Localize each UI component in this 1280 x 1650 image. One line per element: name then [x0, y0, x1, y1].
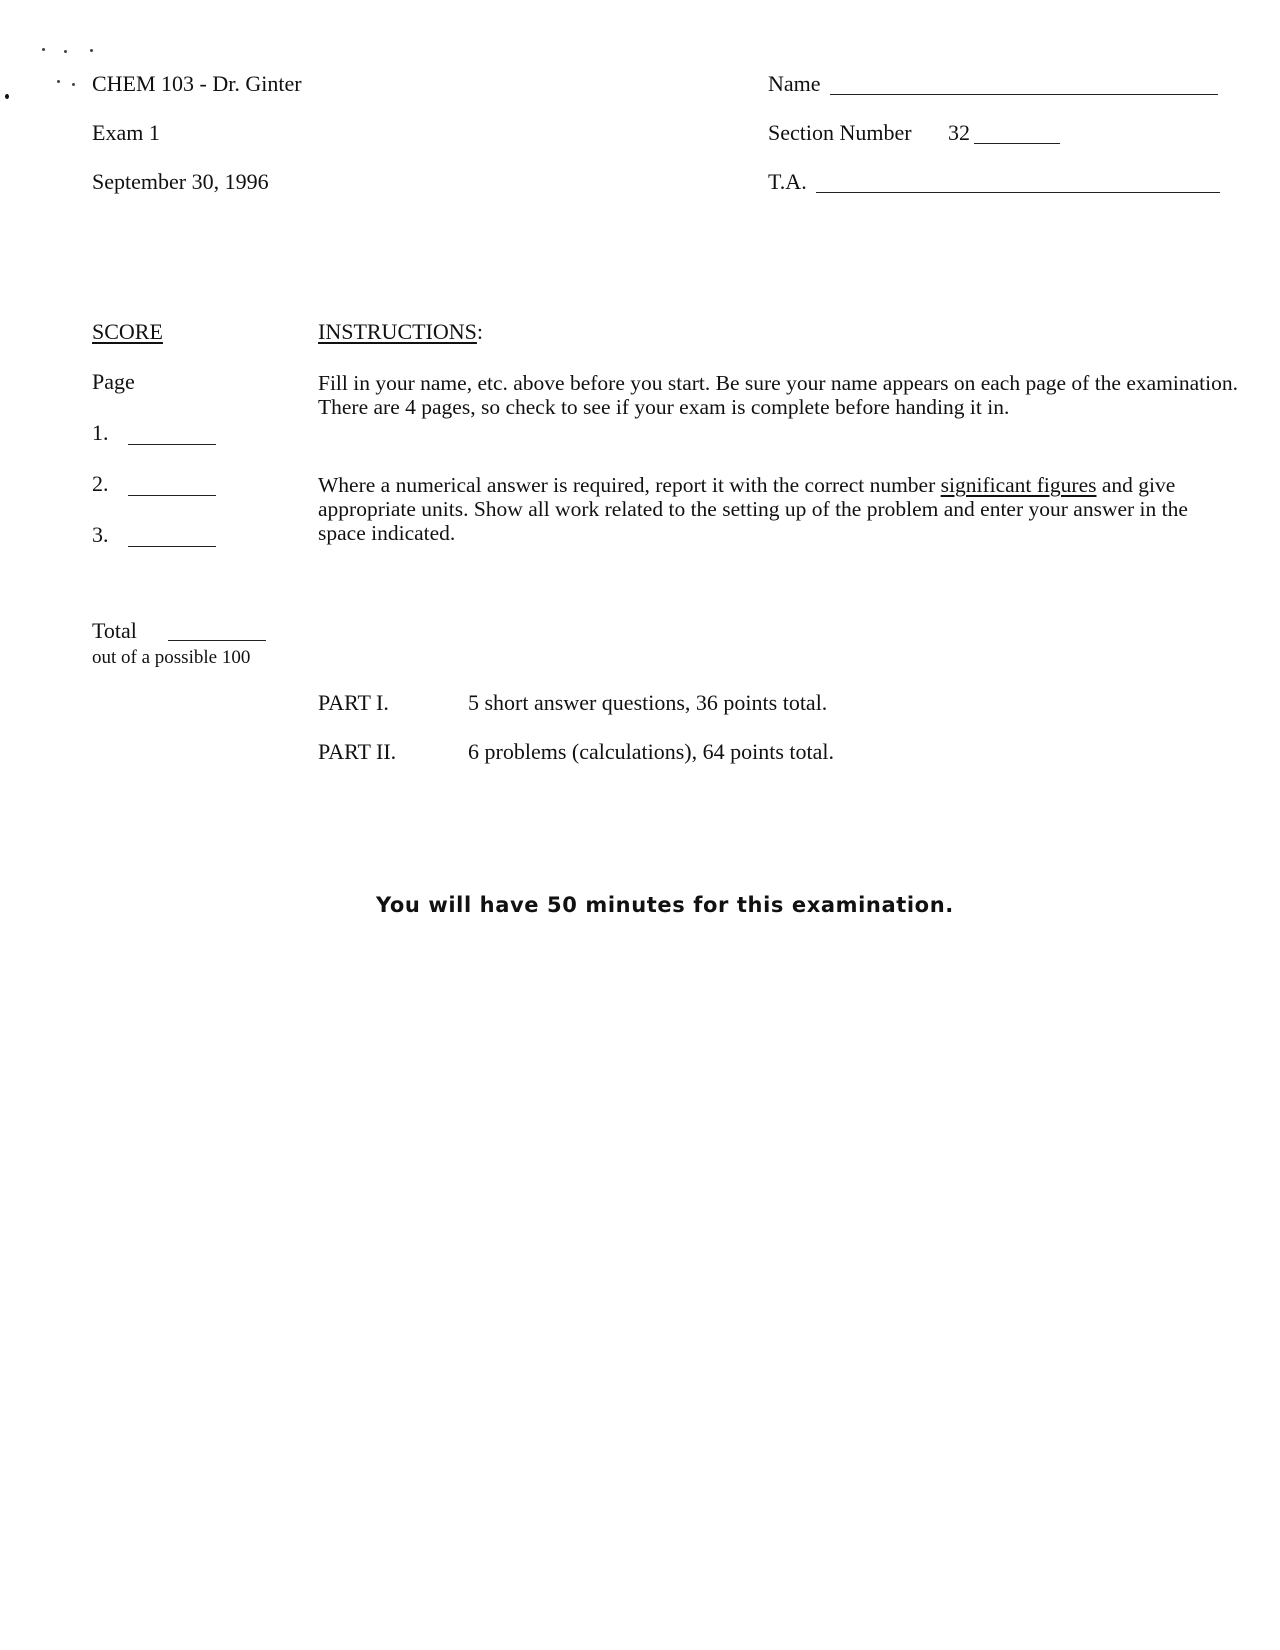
scan-speck	[72, 83, 75, 86]
course-title: CHEM 103 - Dr. Ginter	[92, 71, 302, 96]
score-page-2-line[interactable]	[128, 495, 216, 496]
part-2-description: 6 problems (calculations), 64 points total.	[468, 739, 834, 764]
section-label: Section Number	[768, 120, 912, 145]
exam-date: September 30, 1996	[92, 169, 269, 194]
instructions-heading-text: INSTRUCTIONS	[318, 319, 477, 344]
score-page-1-label: 1.	[92, 420, 109, 445]
total-note: out of a possible 100	[92, 647, 251, 668]
score-page-3-label: 3.	[92, 522, 109, 547]
total-field-line[interactable]	[168, 640, 266, 641]
significant-figures-emphasis: significant figures	[940, 473, 1097, 497]
scan-speck	[42, 48, 45, 51]
instructions-paragraph-1: Fill in your name, etc. above before you start. Be sure your name appears on each page of the examination. There are 4 pages, so check to see if your exam is complete before handing it in.	[318, 371, 1238, 419]
section-field-line[interactable]	[974, 143, 1060, 144]
time-limit-notice: You will have 50 minutes for this examination.	[376, 893, 954, 917]
scan-speck	[64, 50, 67, 53]
scan-speck	[5, 94, 9, 99]
ta-label: T.A.	[768, 169, 807, 194]
total-label: Total	[92, 618, 137, 643]
name-field-line[interactable]	[830, 94, 1218, 95]
instructions-heading-colon: :	[476, 319, 484, 344]
instructions-paragraph-2	[318, 473, 1238, 545]
ta-field-line[interactable]	[816, 192, 1220, 193]
instructions-paragraph-2-start: Where a numerical answer is required, report it with the correct number	[318, 473, 941, 497]
instructions-heading	[318, 321, 483, 343]
scan-speck	[90, 49, 93, 52]
part-1-label: PART I.	[318, 690, 389, 715]
instructions-paragraph-2-end: and give appropriate units. Show all work related to the setting up of the problem and enter your answer in the space indicated.	[318, 473, 1188, 545]
scan-speck	[57, 80, 60, 83]
score-page-1-line[interactable]	[128, 444, 216, 445]
part-2-label: PART II.	[318, 739, 397, 764]
exam-number: Exam 1	[92, 120, 160, 145]
section-value: 32	[948, 120, 970, 145]
score-page-2-label: 2.	[92, 471, 109, 496]
page-label: Page	[92, 369, 135, 394]
name-label: Name	[768, 71, 821, 96]
score-page-3-line[interactable]	[128, 546, 216, 547]
part-1-description: 5 short answer questions, 36 points total.	[468, 690, 828, 715]
score-heading: SCORE	[92, 319, 163, 344]
